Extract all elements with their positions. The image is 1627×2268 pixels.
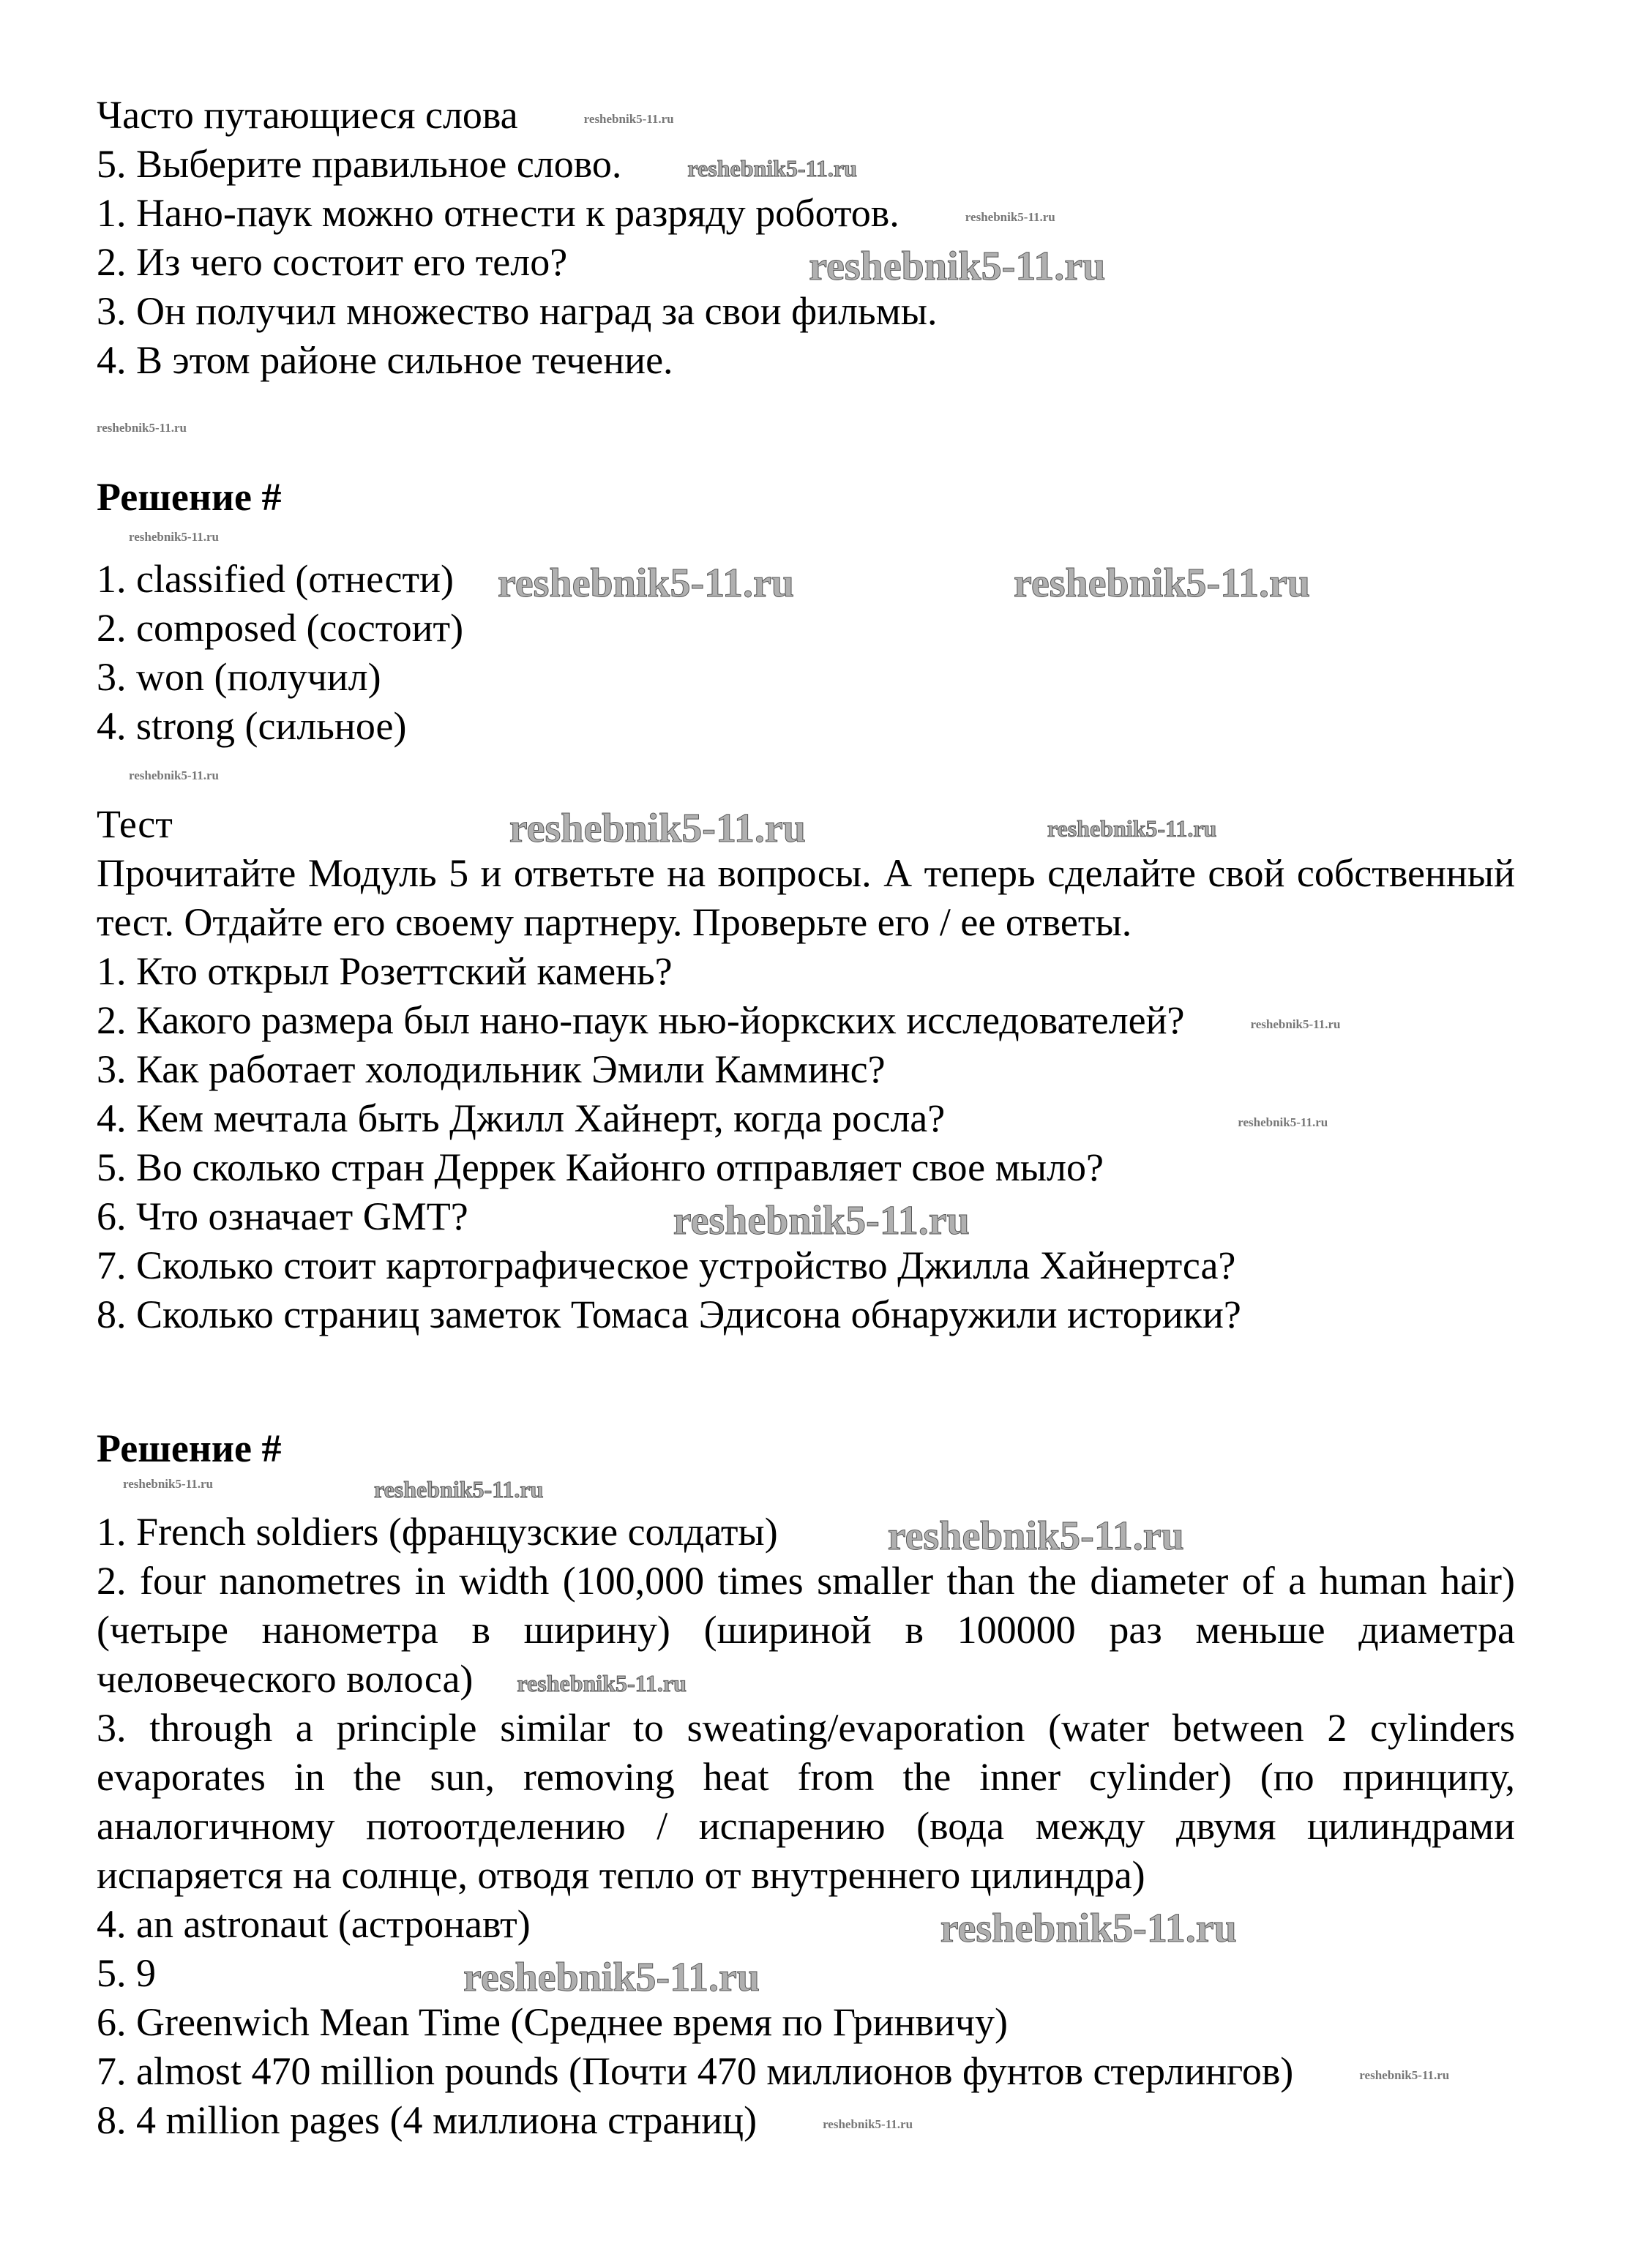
spacer (97, 751, 1515, 800)
answer-item: 8. 4 million pages (4 миллиона страниц) (97, 2098, 758, 2142)
answer-item: 6. Greenwich Mean Time (Среднее время по Гринвичу) (97, 2000, 1009, 2044)
watermark: reshebnik5-11.ru (373, 1476, 544, 1502)
watermark: reshebnik5-11.ru (940, 1905, 1237, 1951)
answer-item: 1. French soldiers (французские солдаты) (97, 1510, 778, 1554)
watermark: reshebnik5-11.ru (1014, 560, 1311, 606)
answer-item: 2. composed (состоит) (97, 606, 464, 650)
question-row (97, 1094, 1515, 1143)
question-item: 7. Сколько стоит картографическое устройство Джилла Хайнертса? (97, 1243, 1236, 1287)
watermark: reshebnik5-11.ru (97, 421, 187, 435)
question-item: 3. Как работает холодильник Эмили Камминс? (97, 1047, 886, 1091)
watermark: reshebnik5-11.ru (823, 2117, 913, 2132)
answer-row (97, 2047, 1515, 2096)
watermark: reshebnik5-11.ru (497, 560, 794, 606)
list-item-row (97, 189, 1515, 238)
watermark: reshebnik5-11.ru (583, 112, 674, 127)
answer-item: 5. 9 (97, 1951, 156, 1995)
answer-paragraph (97, 1557, 1515, 1704)
watermark: reshebnik5-11.ru (129, 768, 219, 782)
watermark: reshebnik5-11.ru (1250, 1017, 1341, 1032)
question-item: 6. Что означает GMT? (97, 1194, 468, 1238)
watermark: reshebnik5-11.ru (1047, 815, 1217, 842)
answer-row (97, 1900, 1515, 1949)
spacer (97, 522, 1515, 555)
solution-heading: Решение # (97, 475, 282, 519)
section-title: Тест (97, 802, 173, 846)
question-item: 5. Во сколько стран Деррек Кайонго отправляет свое мыло? (97, 1145, 1104, 1189)
answer-item: 4. strong (сильное) (97, 704, 407, 748)
watermark: reshebnik5-11.ru (1238, 1115, 1328, 1130)
question-item: 4. Кем мечтала быть Джилл Хайнерт, когда росла? (97, 1096, 946, 1140)
watermark: reshebnik5-11.ru (965, 210, 1055, 225)
spacer (97, 1473, 1515, 1508)
watermark: reshebnik5-11.ru (687, 154, 857, 181)
answer-item: 7. almost 470 million pounds (Почти 470 миллионов фунтов стерлингов) (97, 2049, 1294, 2093)
list-item: 1. Нано-паук можно отнести к разряду роботов. (97, 191, 899, 235)
list-item: 4. В этом районе сильное течение. (97, 338, 673, 382)
watermark: reshebnik5-11.ru (129, 530, 219, 544)
intro-paragraph: Прочитайте Модуль 5 и ответьте на вопросы. А теперь сделайте свой собственный тест. Отдайте его своему партнеру. Проверьте его / ее ответы. (97, 851, 1515, 944)
list-item: 3. Он получил множество наград за свои фильмы. (97, 289, 938, 333)
answer-row (97, 1508, 1515, 1557)
watermark: reshebnik5-11.ru (463, 1954, 760, 2000)
question-row (97, 1192, 1515, 1241)
list-item-row (97, 238, 1515, 287)
question-item: 1. Кто открыл Розеттский камень? (97, 949, 673, 993)
answer-item: 1. classified (отнести) (97, 557, 454, 601)
answer-item: 3. through a principle similar to sweating/evaporation (water between 2 cylinders evaporates in the sun, removing heat from the inner cylinder) (по принципу, аналогичному потоотделению / испарению (вода между двумя цилиндрами испаряется на солнце, отводя тепло от внутреннего цилиндра) (97, 1706, 1515, 1897)
task-row (97, 140, 1515, 189)
question-row (97, 996, 1515, 1045)
answer-item: 2. four nanometres in width (100,000 times smaller than the diameter of a human hair) (четыре нанометра в ширину) (шириной в 100000 раз меньше диаметра человеческого волоса) (97, 1559, 1515, 1701)
watermark: reshebnik5-11.ru (673, 1197, 970, 1243)
spacer (97, 1339, 1515, 1424)
watermark: reshebnik5-11.ru (123, 1477, 213, 1491)
section-title: Часто путающиеся слова (97, 93, 518, 137)
answer-item: 3. won (получил) (97, 655, 381, 699)
section-title-row (97, 800, 1515, 849)
answer-row (97, 555, 1515, 604)
task-text: 5. Выберите правильное слово. (97, 142, 622, 186)
question-item: 8. Сколько страниц заметок Томаса Эдисона обнаружили историки? (97, 1292, 1241, 1336)
document-page (97, 91, 1515, 2145)
watermark: reshebnik5-11.ru (809, 243, 1106, 289)
answer-row (97, 2096, 1515, 2145)
watermark: reshebnik5-11.ru (517, 1669, 687, 1696)
answer-row (97, 1949, 1515, 1998)
section-title-row (97, 91, 1515, 140)
watermark: reshebnik5-11.ru (887, 1513, 1184, 1559)
question-item: 2. Какого размера был нано-паук нью-йоркских исследователей? (97, 998, 1185, 1042)
spacer (97, 385, 1515, 473)
watermark: reshebnik5-11.ru (1359, 2068, 1450, 2083)
watermark: reshebnik5-11.ru (509, 805, 806, 851)
list-item: 2. Из чего состоит его тело? (97, 240, 568, 284)
answer-item: 4. an astronaut (астронавт) (97, 1902, 531, 1946)
answer-row (97, 702, 1515, 751)
solution-heading: Решение # (97, 1426, 282, 1470)
